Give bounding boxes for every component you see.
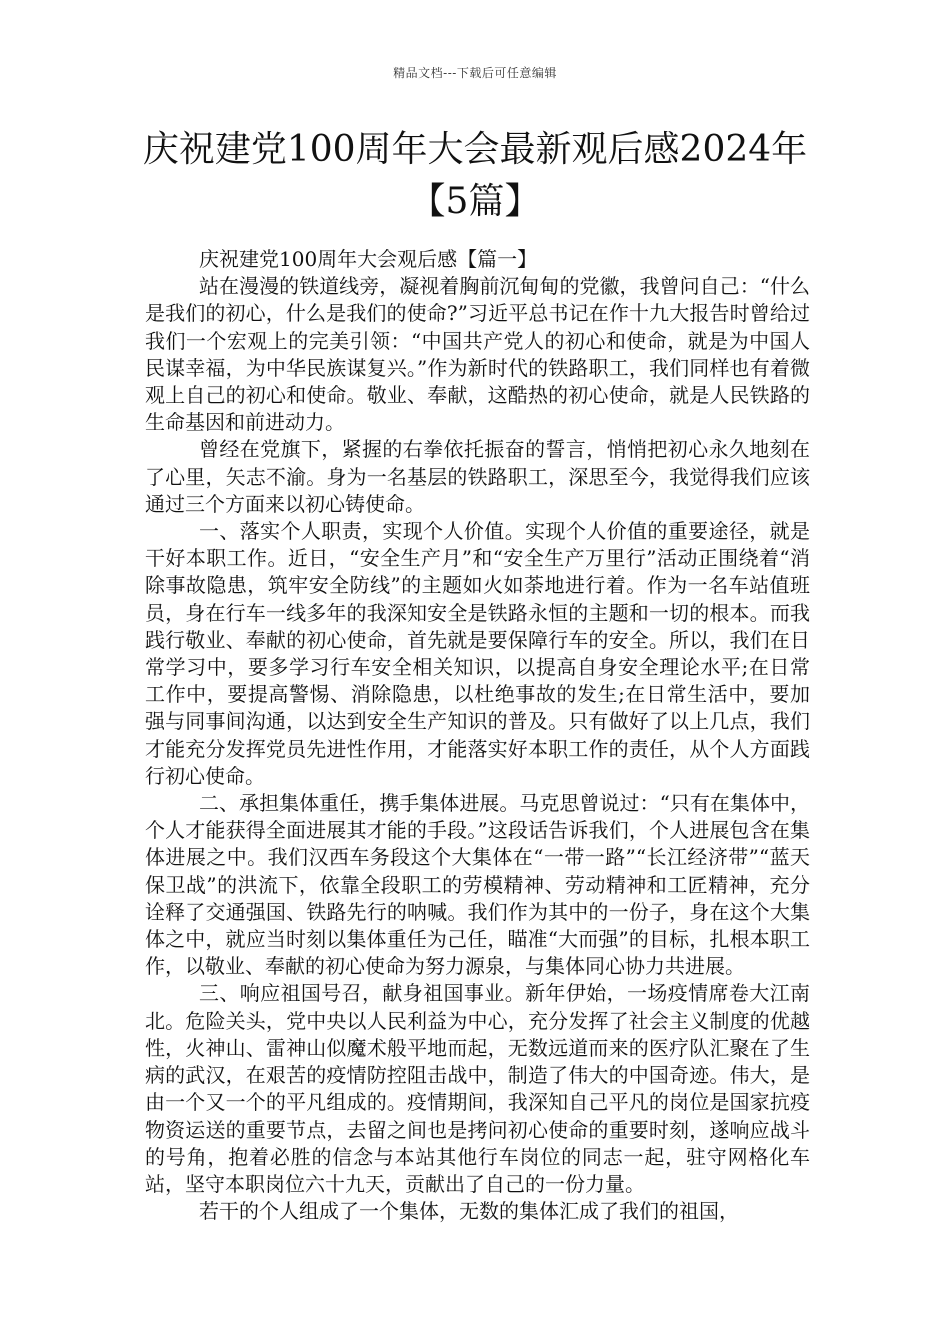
page-title <box>120 124 830 228</box>
paragraph-6: 若干的个人组成了一个集体，无数的集体汇成了我们的祖国， <box>199 1199 739 1224</box>
article-body <box>145 246 810 1225</box>
title-line-2: 【5篇】 <box>409 181 541 222</box>
title-line-1: 庆祝建党100周年大会最新观后感2024年 <box>142 129 808 170</box>
paragraph-2: 曾经在党旗下，紧握的右拳依托振奋的誓言，悄悄把初心永久地刻在了心里，矢志不渝。身为一名基层的铁路职工，深思至今，我觉得我们应该通过三个方面来以初心铸使命。 <box>145 437 810 516</box>
paragraph-3: 一、落实个人职责，实现个人价值。实现个人价值的重要途径，就是干好本职工作。近日，“安全生产月”和“安全生产万里行”活动正围绕着“消除事故隐患，筑牢安全防线”的主题如火如荼地进行着。作为一名车站值班员，身在行车一线多年的我深知安全是铁路永恒的主题和一切的根本。而我践行敬业、奉献的初心使命，首先就是要保障行车的安全。所以，我们在日常学习中，要多学习行车安全相关知识，以提高自身安全理论水平;在日常工作中，要提高警惕、消除隐患，以杜绝事故的发生;在日常生活中，要加强与同事间沟通，以达到安全生产知识的普及。只有做好了以上几点，我们才能充分发挥党员先进性作用，才能落实好本职工作的责任，从个人方面践行初心使命。 <box>145 519 810 788</box>
paragraph-5: 三、响应祖国号召，献身祖国事业。新年伊始，一场疫情席卷大江南北。危险关头，党中央以人民利益为中心，充分发挥了社会主义制度的优越性，火神山、雷神山似魔术般平地而起，无数远道而来的医疗队汇聚在了生病的武汉，在艰苦的疫情防控阻击战中，制造了伟大的中国奇迹。伟大，是由一个又一个的平凡组成的。疫情期间，我深知自己平凡的岗位是国家抗疫物资运送的重要节点，去留之间也是拷问初心使命的重要时刻，遂响应战斗的号角，抱着必胜的信念与本站其他行车岗位的同志一起，驻守网格化车站，坚守本职岗位六十九天，贡献出了自己的一份力量。 <box>145 981 810 1196</box>
paragraph-1: 站在漫漫的铁道线旁，凝视着胸前沉甸甸的党徽，我曾问自己：“什么是我们的初心，什么是我们的使命?”习近平总书记在作十九大报告时曾给过我们一个宏观上的完美引领：“中国共产党人的初心和使命，就是为中国人民谋幸福，为中华民族谋复兴。”作为新时代的铁路职工，我们同样也有着微观上自己的初心和使命。敬业、奉献，这酷热的初心使命，就是人民铁路的生命基因和前进动力。 <box>145 274 810 435</box>
section-heading: 庆祝建党100周年大会观后感【篇一】 <box>199 247 538 271</box>
header-note: 精品文档---下载后可任意编辑 <box>393 66 557 80</box>
paragraph-4: 二、承担集体重任，携手集体进展。马克思曾说过：“只有在集体中，个人才能获得全面进展其才能的手段。”这段话告诉我们，个人进展包含在集体进展之中。我们汉西车务段这个大集体在“一带一路”“长江经济带”“蓝天保卫战”的洪流下，依靠全段职工的劳模精神、劳动精神和工匠精神，充分诠释了交通强国、铁路先行的呐喊。我们作为其中的一份子，身在这个大集体之中，就应当时刻以集体重任为己任，瞄准“大而强”的目标，扎根本职工作，以敬业、奉献的初心使命为努力源泉，与集体同心协力共进展。 <box>145 791 810 979</box>
